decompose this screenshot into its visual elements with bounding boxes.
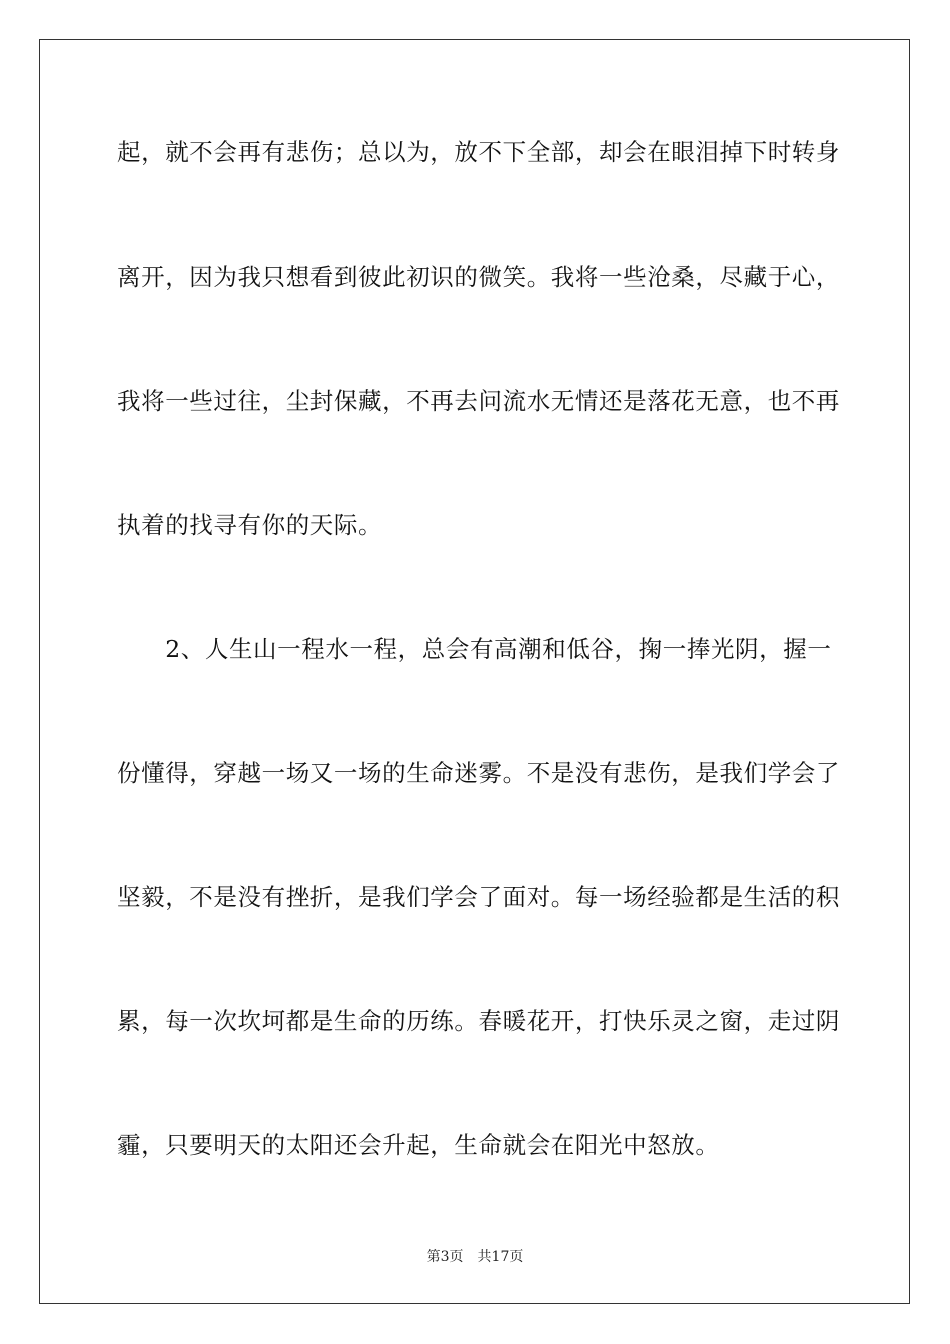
text-line: 累，每一次坎坷都是生命的历练。春暖花开，打快乐灵之窗，走过阴 <box>117 1007 840 1035</box>
text-line: 坚毅，不是没有挫折，是我们学会了面对。每一场经验都是生活的积 <box>117 883 840 911</box>
page-footer <box>0 1248 950 1266</box>
page-border <box>39 39 910 1304</box>
text-line: 2、人生山一程水一程，总会有高潮和低谷，掬一捧光阴，握一 <box>117 635 832 663</box>
text-line: 我将一些过往，尘封保藏，不再去问流水无情还是落花无意，也不再 <box>117 387 840 415</box>
text-line: 起，就不会再有悲伤；总以为，放不下全部，却会在眼泪掉下时转身 <box>117 138 840 166</box>
text-line: 离开，因为我只想看到彼此初识的微笑。我将一些沧桑，尽藏于心， <box>117 263 840 291</box>
total-pages: 共17页 <box>477 1249 524 1265</box>
text-line: 霾，只要明天的太阳还会升起，生命就会在阳光中怒放。 <box>117 1131 720 1159</box>
text-line: 执着的找寻有你的天际。 <box>117 511 383 539</box>
page-number: 第3页 <box>426 1249 464 1265</box>
text-line: 份懂得，穿越一场又一场的生命迷雾。不是没有悲伤，是我们学会了 <box>117 759 840 787</box>
